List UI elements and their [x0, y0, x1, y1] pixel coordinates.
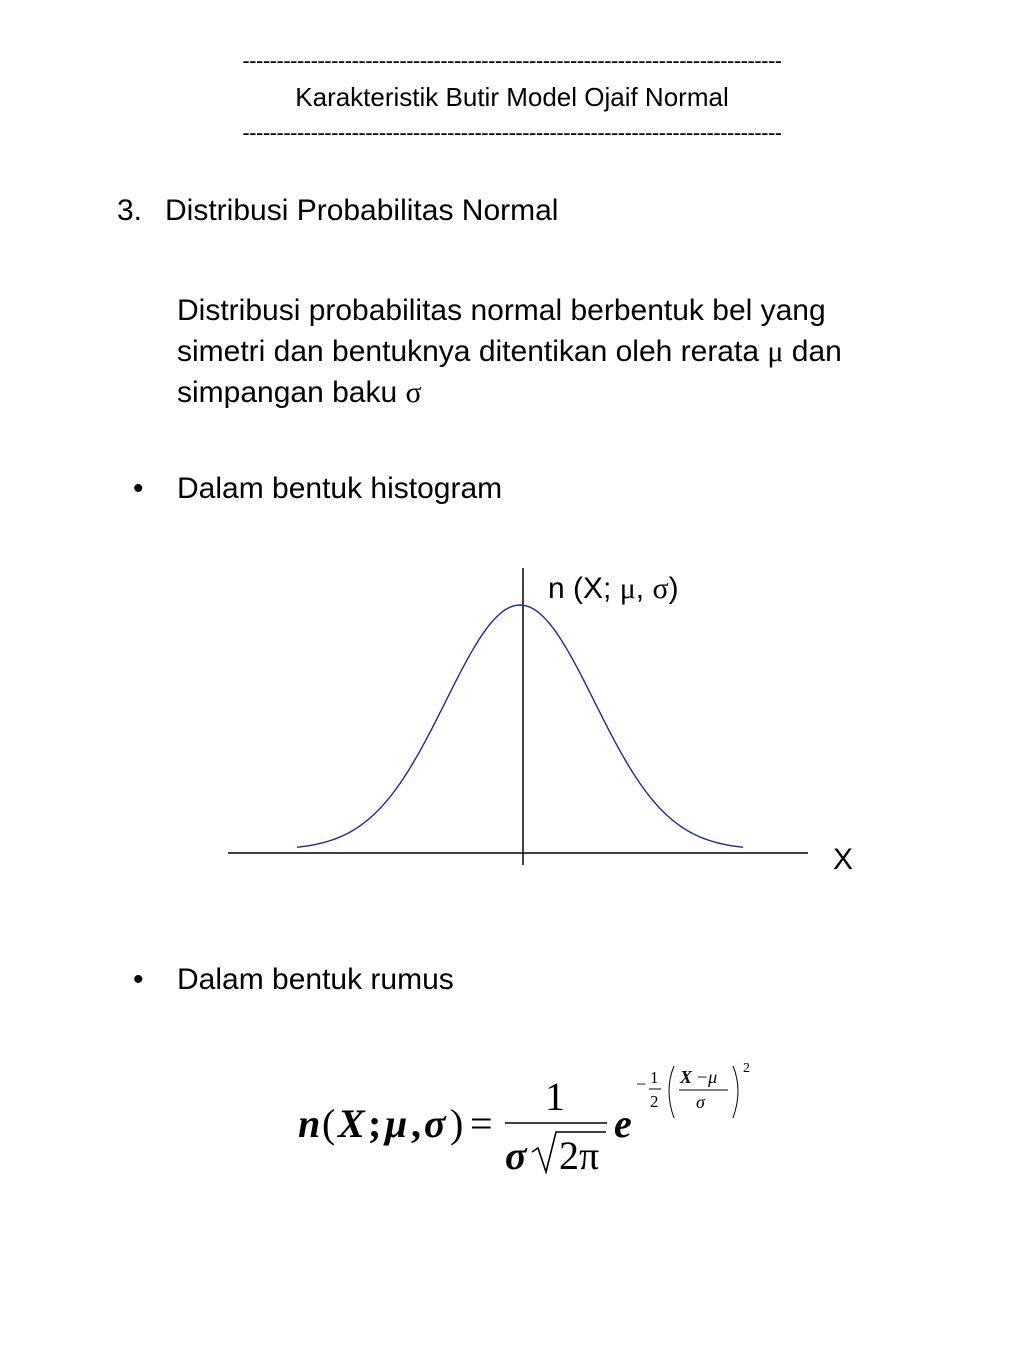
y-axis-label: [548, 572, 679, 605]
formula-equals: =: [470, 1101, 493, 1146]
formula-mu: μ: [385, 1101, 408, 1146]
formula-open-paren: (: [322, 1101, 336, 1146]
formula-e: e: [614, 1101, 632, 1146]
header-divider-top: -------------------------------------------------------------------------------: [242, 48, 782, 73]
mu-symbol: μ: [767, 335, 784, 368]
exponent-minus-mu: −μ: [696, 1067, 718, 1087]
normal-distribution-curve: [297, 605, 743, 847]
paragraph-line-3-text: simpangan baku: [177, 376, 406, 409]
formula-denominator-2pi: 2π: [559, 1133, 600, 1178]
paragraph-line-2-end: dan: [783, 335, 842, 368]
exponent-right-paren: [733, 1066, 738, 1118]
paragraph-line-2: [177, 331, 967, 372]
bullet-histogram-label: Dalam bentuk histogram: [177, 472, 503, 505]
paragraph-line-3: [177, 372, 967, 413]
exponent-X: X: [680, 1067, 693, 1087]
section-number: 3.: [117, 194, 143, 227]
formula-comma: ,: [411, 1101, 421, 1146]
section-title: Distribusi Probabilitas Normal: [165, 194, 559, 227]
y-axis-label-sigma: σ: [652, 572, 669, 605]
formula-X: X: [338, 1101, 365, 1146]
y-axis-label-prefix: n (X;: [548, 572, 620, 605]
normal-curve-chart: [0, 560, 1024, 890]
sigma-symbol: σ: [405, 376, 422, 409]
exponent-left-paren: [669, 1066, 674, 1118]
normal-pdf-formula: [0, 1040, 1024, 1190]
exponent-power-2: 2: [743, 1061, 750, 1076]
y-axis-label-sep: ,: [635, 572, 653, 605]
page-title: Karakteristik Butir Model Ojaif Normal: [295, 82, 729, 112]
x-axis-label: X: [833, 843, 854, 876]
formula-denominator-sigma: σ: [505, 1133, 527, 1178]
y-axis-label-mu: μ: [619, 572, 636, 605]
exponent-sigma: σ: [696, 1092, 705, 1112]
y-axis-label-suffix: ): [668, 572, 679, 605]
formula-semicolon: ;: [368, 1101, 382, 1146]
formula-close-paren: ): [450, 1101, 464, 1146]
description-paragraph: [177, 290, 967, 413]
bullet-histogram-symbol: •: [133, 472, 144, 505]
exponent-minus: −: [636, 1074, 647, 1094]
paragraph-line-2-text: simetri dan bentuknya ditentikan oleh rerata: [177, 335, 768, 368]
exponent-half-denominator: 2: [650, 1092, 659, 1111]
header-divider-bottom: -------------------------------------------------------------------------------: [242, 120, 782, 145]
formula-numerator: 1: [545, 1074, 565, 1119]
exponent-half-numerator: 1: [650, 1068, 659, 1087]
formula-sigma: σ: [424, 1101, 446, 1146]
bullet-formula-symbol: •: [133, 963, 144, 996]
paragraph-line-1: Distribusi probabilitas normal berbentuk bel yang: [177, 294, 826, 327]
formula-n: n: [298, 1101, 321, 1146]
bullet-formula-label: Dalam bentuk rumus: [177, 963, 454, 996]
